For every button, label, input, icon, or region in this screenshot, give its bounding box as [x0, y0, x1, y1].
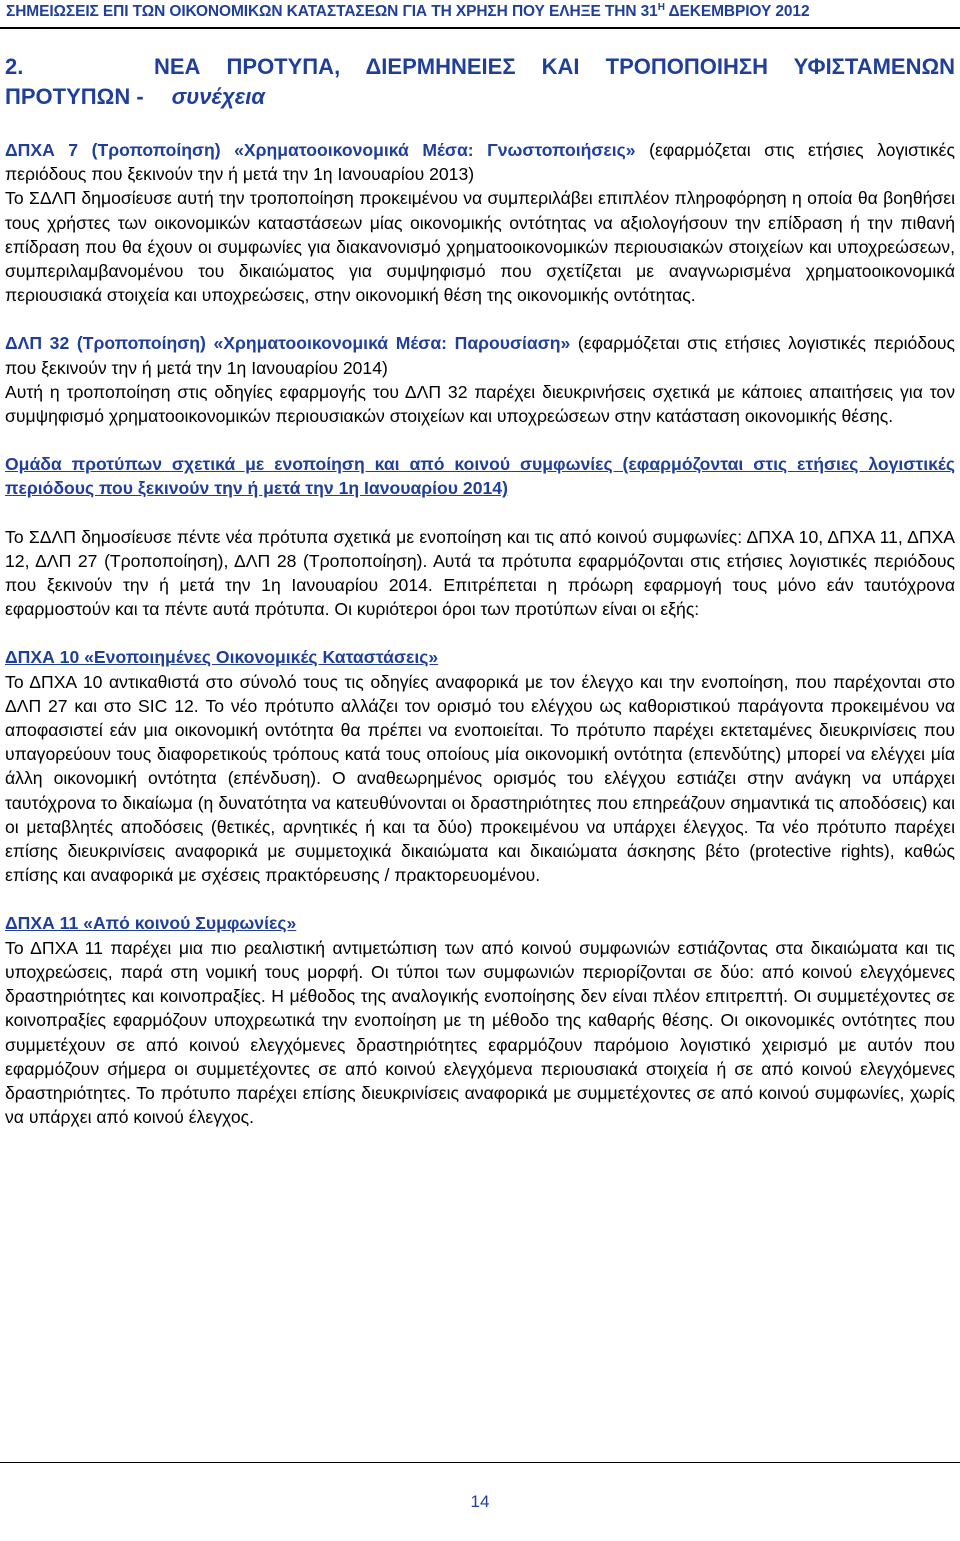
- ifrs11-body: Το ΔΠΧΑ 11 παρέχει μια πιο ρεαλιστική αντιμετώπιση των από κοινού συμφωνιών εστιάζοντας στα δικαιώματα και τις υποχρεώσεις, παρά στη νομική τους μορφή. Οι τύποι των συμφωνιών περιορίζονται σε δύο: από κοινού ελεγχόμενες δραστηριότητες και κοινοπραξίες. Η μέθοδος της αναλογικής ενοποίησης δεν είναι πλέον επιτρεπτή. Οι συμμετέχοντες σε κοινοπραξίες εφαρμόζουν υποχρεωτικά την ενοποίηση με τη μέθοδο της καθαρής θέσης. Οι οικονομικές οντότητες που συμμετέχουν σε από κοινού ελεγχόμενες δραστηριότητες εφαρμόζουν παρόμοιο λογιστικό χειρισμό με αυτόν που εφαρμόζουν σήμερα οι συμμετέχοντες σε από κοινού ελεγχόμενα περιουσιακά στοιχεία ή σε από κοινού ελεγχόμενες δραστηριότητες. Το πρότυπο παρέχει επίσης διευκρινίσεις αναφορικά με συμμετέχοντες σε από κοινού συμφωνίες, χωρίς να υπάρχει από κοινού έλεγχος.: [5, 937, 955, 1128]
- header-title-suffix: ΔΕΚΕΜΒΡΙΟΥ 2012: [664, 3, 810, 21]
- document-body: [5, 52, 955, 1129]
- ifrs7-title: ΔΠΧΑ 7 (Τροποποίηση) «Χρηματοοικονομικά Μέσα: Γνωστοποιήσεις»: [5, 140, 636, 160]
- ifrs7-paragraph: [5, 138, 955, 186]
- ias32-body: Αυτή η τροποποίηση στις οδηγίες εφαρμογής του ΔΛΠ 32 παρέχει διευκρινήσεις σχετικά με κάποιες απαιτήσεις για τον συμψηφισμό χρηματοοικονομικών περιουσιακών στοιχείων και υποχρεώσεων στην κατάσταση οικονομικής θέσης.: [5, 381, 955, 427]
- header-title: [6, 2, 809, 21]
- ifrs10-body: Το ΔΠΧΑ 10 αντικαθιστά στο σύνολό τους τις οδηγίες αναφορικά με τον έλεγχο και την ενοποίηση, που παρέχονται στο ΔΛΠ 27 και στο SIC 12. Το νέο πρότυπο αλλάζει τον ορισμό του ελέγχου ως καθοριστικού παράγοντα προκειμένου να αποφασιστεί εάν μια οικονομική οντότητα θα πρέπει να ενοποιείται. Το πρότυπο παρέχει εκτεταμένες διευκρινίσεις που υπαγορεύουν τους διαφορετικούς τρόπους κατά τους οποίους μία οικονομική οντότητα (επενδύτης) μπορεί να ελέγχει μία άλλη οικονομική οντότητα (επένδυση). Ο αναθεωρημένος ορισμός του ελέγχου εστιάζει στην ανάγκη να υπάρχει ταυτόχρονα το δικαίωμα (η δυνατότητα να κατευθύνονται οι δραστηριότητες που επηρεάζουν σημαντικά τις αποδόσεις) και οι μεταβλητές αποδόσεις (θετικές, αρνητικές ή και τα δύο) προκειμένου να υπάρχει έλεγχος. Τα νέο πρότυπο παρέχει επίσης διευκρινίσεις αναφορικά με συμμετοχικά δικαιώματα και δικαιώματα άσκησης βέτο (protective rights), καθώς επίσης και αναφορικά με σχέσεις πρακτόρευσης / πρακτορευομένου.: [5, 671, 955, 886]
- page-header: [0, 0, 960, 29]
- group-title: Ομάδα προτύπων σχετικά με ενοποίηση και από κοινού συμφωνίες (εφαρμόζονται στις ετήσιες λογιστικές περιόδους που ξεκινούν την ή μετά την 1η Ιανουαρίου 2014): [5, 454, 955, 499]
- ias32-applies: (εφαρμόζεται στις ετήσιες λογιστικές περιόδους που ξεκινούν την ή μετά την 1η Ιανουαρίου 2014): [5, 333, 956, 378]
- ias32-title: ΔΛΠ 32 (Τροποποίηση) «Χρηματοοικονομικά Μέσα: Παρουσίαση»: [5, 333, 571, 354]
- section-title-line1: 2. ΝΕΑ ΠΡΟΤΥΠΑ, ΔΙΕΡΜΗΝΕΙΕΣ ΚΑΙ ΤΡΟΠΟΠΟΙΗΣΗ ΥΦΙΣΤΑΜΕΝΩΝ: [5, 54, 955, 79]
- ias32-paragraph: [5, 331, 955, 379]
- section-title-line2: [5, 82, 955, 112]
- ifrs11-title: ΔΠΧΑ 11 «Από κοινού Συμφωνίες»: [5, 913, 297, 934]
- header-title-sup: Η: [657, 2, 665, 13]
- ifrs7-applies: (εφαρμόζεται στις ετήσιες λογιστικές περιόδους που ξεκινούν την ή μετά την 1η Ιανουαρίου 2013): [5, 140, 955, 185]
- ifrs10-title: ΔΠΧΑ 10 «Ενοποιημένες Οικονομικές Καταστάσεις»: [5, 647, 439, 668]
- page-number: 14: [470, 1492, 490, 1511]
- section-continued-label: συνέχεια: [171, 84, 266, 109]
- footer-divider: [0, 1462, 960, 1463]
- section-title-text: ΠΡΟΤΥΠΩΝ -: [5, 84, 144, 109]
- ifrs7-body: Το ΣΔΛΠ δημοσίευσε αυτή την τροποποίηση προκειμένου να συμπεριλάβει επιπλέον πληροφόρηση η οποία θα βοηθήσει τους χρήστες των οικονομικών καταστάσεων μίας οικονομικής οντότητας να αξιολογήσουν την επίδραση ή την πιθανή επίδραση που θα έχουν οι συμφωνίες για διακανονισμό χρηματοοικονομικών περιουσιακών στοιχείων και υποχρεώσεων, συμπεριλαμβανομένου του δικαιώματος για συμψηφισμό που σχετίζεται με αναγνωρισμένα χρηματοοικονομικά περιουσιακά στοιχεία και υποχρεώσεις, στην οικονομική θέση της οικονομικής οντότητας.: [5, 188, 955, 306]
- group-body: Το ΣΔΛΠ δημοσίευσε πέντε νέα πρότυπα σχετικά με ενοποίηση και τις από κοινού συμφωνίες: ΔΠΧΑ 10, ΔΠΧΑ 11, ΔΠΧΑ 12, ΔΛΠ 27 (Τροποποίηση), ΔΛΠ 28 (Τροποποίηση). Αυτά τα πρότυπα εφαρμόζονται στις ετήσιες λογιστικές περιόδους που ξεκινούν την ή μετά την 1η Ιανουαρίου 2014. Επιτρέπεται η πρόωρη εφαρμογή τους μόνο εάν ταυτόχρονα εφαρμοστούν και τα πέντε αυτά πρότυπα. Οι κυριότεροι όροι των προτύπων είναι οι εξής:: [5, 526, 955, 620]
- header-title-text: ΣΗΜΕΙΩΣΕΙΣ ΕΠΙ ΤΩΝ ΟΙΚΟΝΟΜΙΚΩΝ ΚΑΤΑΣΤΑΣΕΩΝ ΓΙΑ ΤΗ ΧΡΗΣΗ ΠΟΥ ΕΛΗΞΕ ΤΗΝ 31: [6, 3, 658, 21]
